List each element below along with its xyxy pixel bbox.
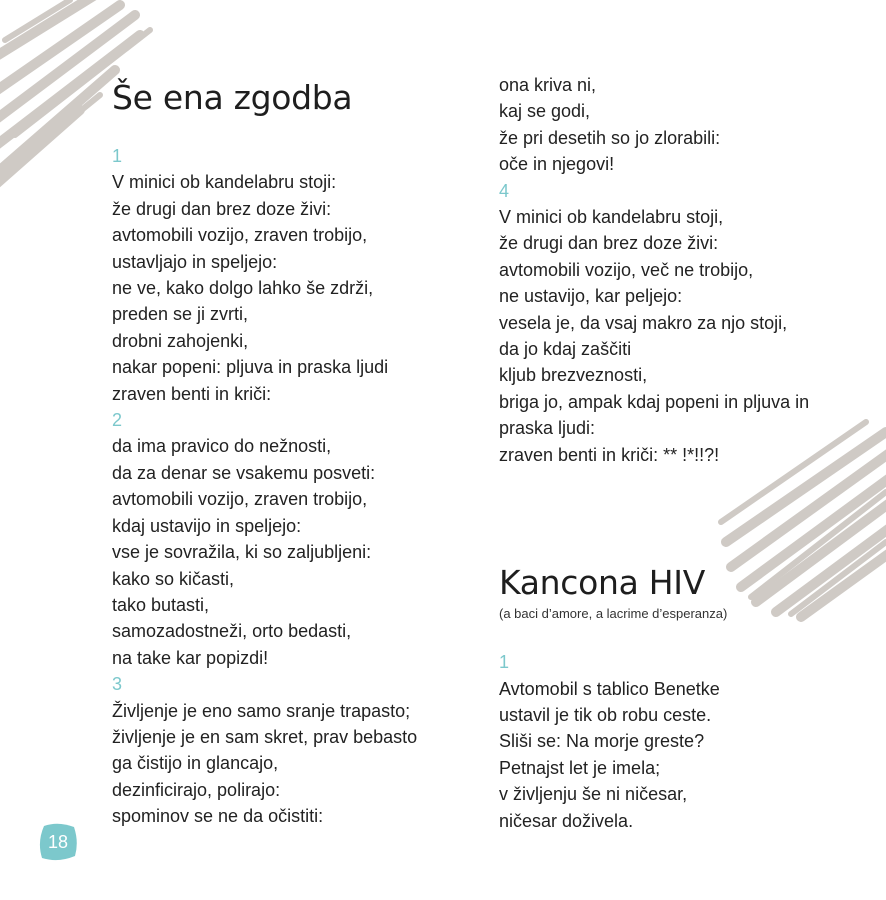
second-poem-subtitle: (a baci d’amore, a lacrime d’esperanza) (499, 606, 728, 622)
poem-line: kaj se godi, (499, 101, 591, 122)
verse-number: 3 (112, 674, 123, 695)
verse-number: 4 (499, 180, 510, 201)
poem-line: ničesar doživela. (499, 810, 634, 831)
poem-line: drobni zahojenki, (112, 330, 249, 351)
poem-line: ne ve, kako dolgo lahko še zdrži, (112, 278, 374, 299)
poem-line: ona kriva ni, (499, 75, 597, 95)
poem-line: ustavljajo in speljejo: (112, 251, 278, 272)
poem-line: Sliši se: Na morje greste? (499, 731, 705, 752)
poem-continued-lines (499, 72, 859, 468)
poem-line: preden se ji zvrti, (112, 304, 249, 325)
poem-line: nakar popeni: pljuva in praska ljudi (112, 357, 389, 378)
verse-number: 2 (112, 410, 123, 431)
poem-line: ga čistijo in glancajo, (112, 753, 279, 774)
poem-line: oče in njegovi! (499, 154, 615, 175)
poem-line: avtomobili vozijo, zraven trobijo, (112, 225, 368, 246)
verse-number: 1 (112, 146, 123, 166)
verse-number: 1 (499, 652, 510, 673)
poem-line: Avtomobil s tablico Benetke (499, 678, 720, 699)
poem-line: V minici ob kandelabru stoji, (499, 207, 724, 228)
poem-line: da jo kdaj zaščiti (499, 339, 632, 360)
page-number-badge (38, 822, 78, 862)
poem-line: tako butasti, (112, 594, 210, 615)
poem-line: kljub brezveznosti, (499, 365, 648, 386)
poem-line: zraven benti in kriči: (112, 383, 272, 404)
page-number: 18 (47, 832, 69, 852)
poem-line: že drugi dan brez doze živi: (112, 198, 332, 219)
poem-line: vesela je, da vsaj makro za njo stoji, (499, 312, 788, 333)
poem-line: ne ustavijo, kar peljejo: (499, 286, 683, 307)
poem-line: že pri desetih so jo zlorabili: (499, 127, 721, 148)
poem-lines (112, 143, 472, 830)
second-poem-lines (499, 649, 859, 834)
poem-line: vse je sovražila, ki so zaljubljeni: (112, 542, 372, 563)
poem-line: avtomobili vozijo, zraven trobijo, (112, 489, 368, 510)
poem-line: življenje je en sam skret, prav bebasto (112, 726, 418, 747)
poem-line: kdaj ustavijo in speljejo: (112, 515, 302, 536)
poem-line: na take kar popizdi! (112, 647, 269, 668)
poem-line: ustavil je tik ob robu ceste. (499, 704, 712, 725)
poem-line: briga jo, ampak kdaj popeni in pljuva in (499, 391, 810, 412)
poem-title: Še ena zgodba (112, 78, 353, 117)
poem-line: spominov se ne da očistiti: (112, 806, 324, 827)
second-poem-title: Kancona HIV (499, 563, 705, 603)
poem-line: kako so kičasti, (112, 568, 235, 589)
poem-line: že drugi dan brez doze živi: (499, 233, 719, 254)
poem-line: samozadostneži, orto bedasti, (112, 621, 352, 642)
poem-line: Življenje je eno samo sranje trapasto; (112, 700, 411, 721)
poem-line: v življenju še ni ničesar, (499, 784, 688, 805)
poem-line: da ima pravico do nežnosti, (112, 436, 332, 457)
poem-line: da za denar se vsakemu posveti: (112, 462, 376, 483)
poem-line: Petnajst let je imela; (499, 757, 661, 778)
poem-line: avtomobili vozijo, več ne trobijo, (499, 259, 754, 280)
right-column (499, 72, 859, 834)
poem-line: V minici ob kandelabru stoji: (112, 172, 337, 193)
poem-line: dezinficirajo, polirajo: (112, 779, 281, 800)
left-column (112, 78, 472, 830)
poem-line: zraven benti in kriči: ** !*!!?! (499, 444, 720, 465)
poem-line: praska ljudi: (499, 418, 596, 439)
